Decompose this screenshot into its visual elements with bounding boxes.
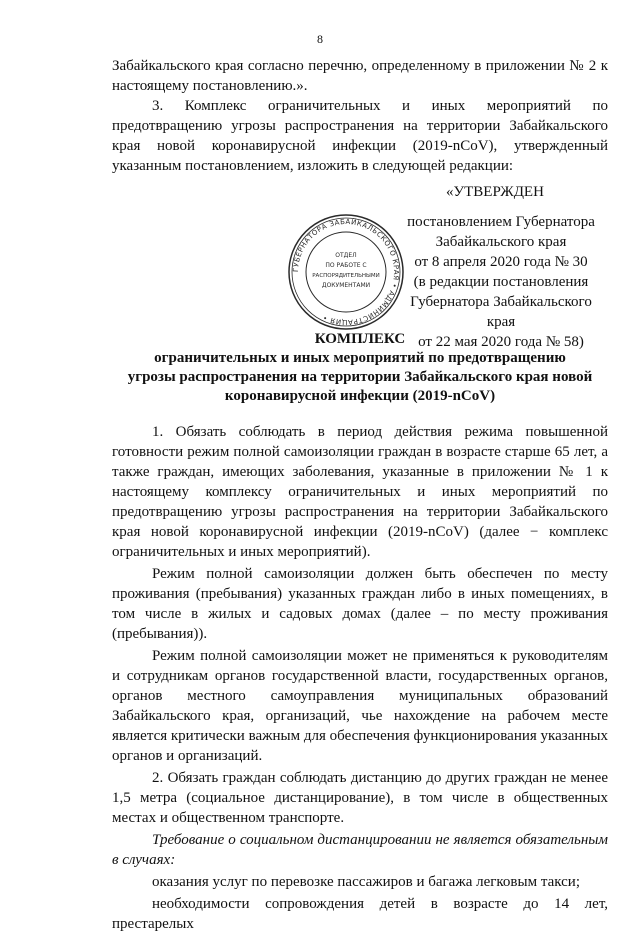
body-paragraph: необходимости сопровождения детей в возрасте до 14 лет, престарелых	[112, 896, 608, 932]
document-body	[112, 422, 608, 934]
intro-section	[112, 56, 608, 176]
body-paragraph: Требование о социальном дистанцировании не является обязательным в случаях:	[112, 832, 608, 868]
approval-line: Забайкальского края	[435, 234, 567, 250]
body-paragraph: 2. Обязать граждан соблюдать дистанцию до других граждан не менее 1,5 метра (социальное дистанцирование), в том числе в общественных местах и общественном транспорте.	[112, 770, 608, 826]
body-paragraph: Режим полной самоизоляции должен быть обеспечен по месту проживания (пребывания) указанных граждан либо в иных помещениях, в том числе в жилых и садовых домах (далее – по месту проживания (пребывания)).	[112, 566, 608, 642]
official-stamp	[286, 212, 406, 332]
approval-line: Губернатора Забайкальского края	[410, 294, 592, 330]
page-number: 8	[317, 32, 323, 46]
intro-paragraph-1: Забайкальского края согласно перечню, определенному в приложении № 2 к настоящему постановлению.».	[112, 58, 608, 94]
svg-text:ГУБЕРНАТОРА ЗАБАЙКАЛЬСКОГО КРА	[292, 217, 400, 326]
stamp-ring-text: ГУБЕРНАТОРА ЗАБАЙКАЛЬСКОГО КРАЯ • АДМИНИСТРАЦИЯ •	[291, 217, 401, 327]
body-paragraph: 1. Обязать соблюдать в период действия режима повышенной готовности режим полной самоизоляции граждан в возрасте старше 65 лет, а также граждан, имеющих заболевания, указанные в приложении № 1 к настоящему комплексу ограничительных и иных мероприятий по предотвращению угрозы распространения на территории Забайкальского края новой коронавирусной инфекции (2019-nCoV) (далее − комплекс ограничительных и иных мероприятий).	[112, 424, 608, 560]
approval-line: от 22 мая 2020 года № 58)	[418, 334, 584, 350]
approval-line: (в редакции постановления	[413, 274, 589, 290]
body-paragraph: оказания услуг по перевозке пассажиров и багажа легковым такси;	[152, 874, 580, 890]
approval-head: «УТВЕРЖДЕН	[446, 184, 544, 200]
heading-line: коронавирусной инфекции (2019-nCoV)	[224, 388, 496, 404]
heading-title: КОМПЛЕКС	[314, 331, 406, 347]
body-paragraph: Режим полной самоизоляции может не применяться к руководителям и сотрудникам органов государственной власти, государственных органов, органов местного самоуправления муниципальных образований Забайкальского края, организаций, чье нахождение на рабочем месте является критически важным для обеспечения функционирования указанных органов и организаций.	[112, 648, 608, 764]
intro-paragraph-2: 3. Комплекс ограничительных и иных мероприятий по предотвращению угрозы распространения на территории Забайкальского края новой коронавирусной инфекции (2019-nCoV), утвержденный указанным постановлением, изложить в следующей редакции:	[112, 98, 608, 174]
document-heading	[112, 330, 608, 406]
approval-block	[396, 182, 606, 352]
approval-line: постановлением Губернатора	[407, 214, 595, 230]
stamp-center-line: РАСПОРЯДИТЕЛЬНЫМИ	[312, 273, 380, 279]
stamp-center-line: ОТДЕЛ	[335, 252, 357, 259]
stamp-center-line: ПО РАБОТЕ С	[325, 262, 367, 269]
approval-line: от 8 апреля 2020 года № 30	[414, 254, 588, 270]
stamp-center-line: ДОКУМЕНТАМИ	[321, 282, 371, 289]
heading-line: угрозы распространения на территории Забайкальского края новой	[127, 369, 593, 385]
heading-line: ограничительных и иных мероприятий по предотвращению	[154, 350, 566, 366]
